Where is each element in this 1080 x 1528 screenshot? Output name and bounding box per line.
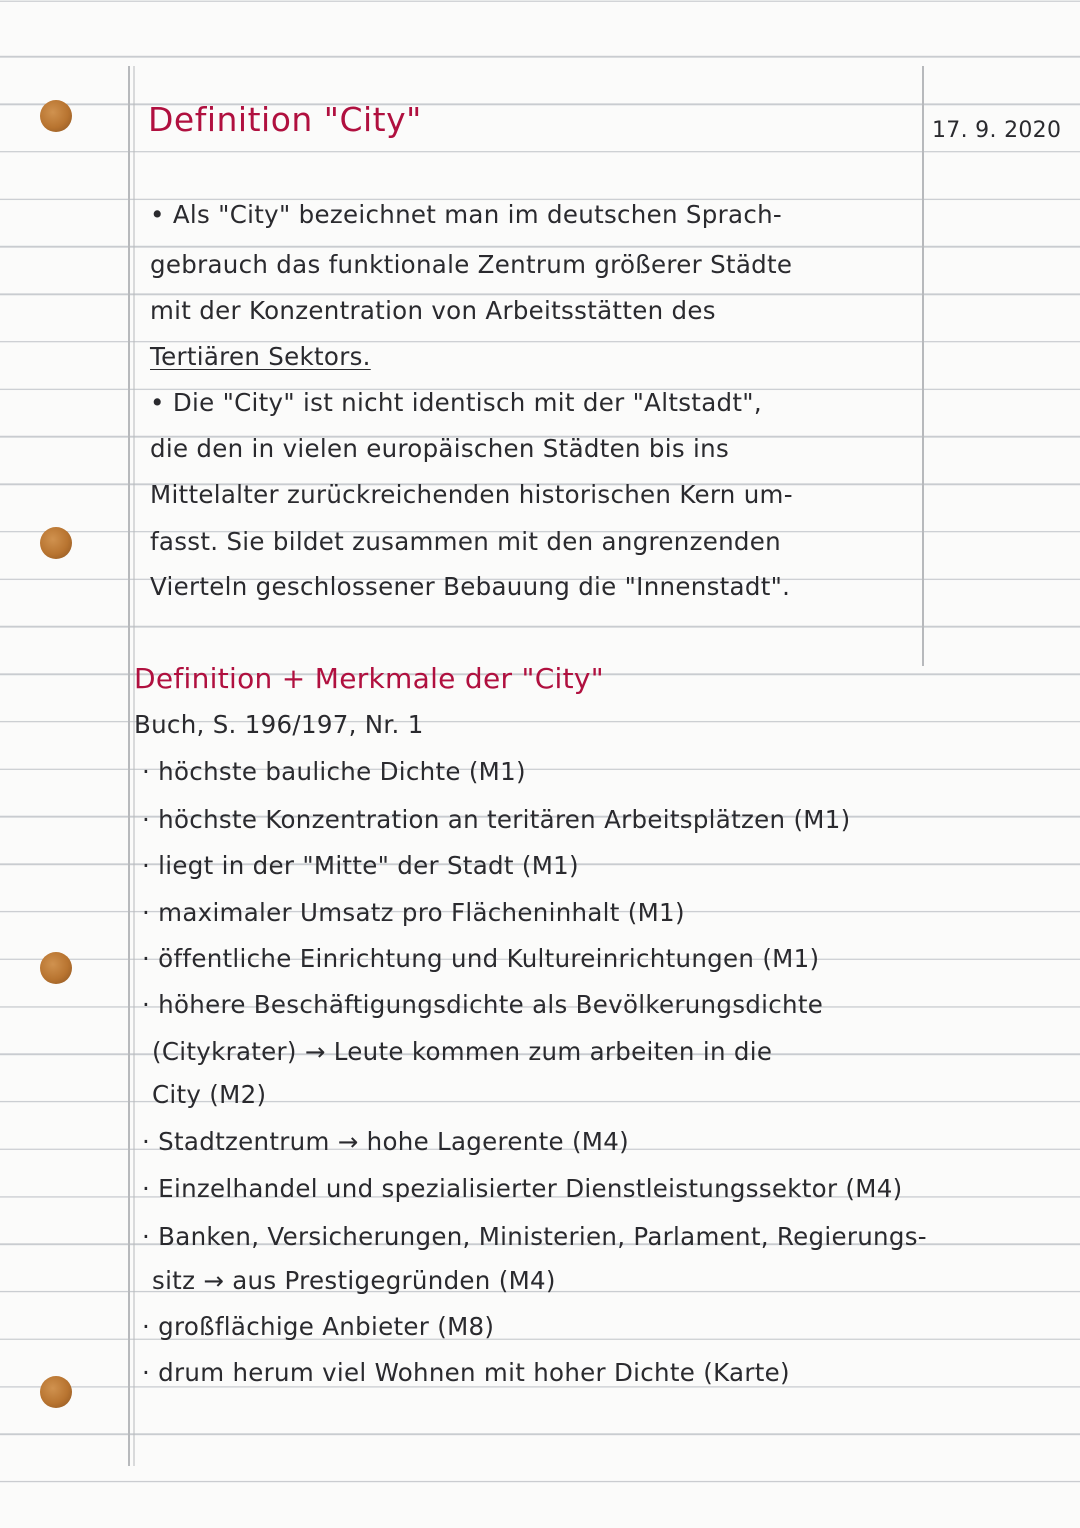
list-item: · Banken, Versicherungen, Ministerien, Parlament, Regierungs- (142, 1222, 927, 1251)
list-item: · höchste bauliche Dichte (M1) (142, 757, 526, 786)
section-heading: Definition + Merkmale der "City" (134, 662, 604, 695)
right-margin-line (922, 66, 924, 666)
page-title: Definition "City" (148, 100, 422, 139)
source-reference: Buch, S. 196/197, Nr. 1 (134, 710, 424, 739)
list-item: · höhere Beschäftigungsdichte als Bevölkerungsdichte (142, 990, 824, 1019)
text-line: Vierteln geschlossener Bebauung die "Innenstadt". (150, 572, 791, 601)
date-label: 17. 9. 2020 (932, 118, 1062, 143)
left-margin-line (128, 66, 130, 1466)
list-item: · maximaler Umsatz pro Flächeninhalt (M1) (142, 898, 685, 927)
list-item: City (M2) (152, 1080, 267, 1109)
list-item: sitz → aus Prestigegründen (M4) (152, 1266, 556, 1295)
text-line: fasst. Sie bildet zusammen mit den angrenzenden (150, 527, 781, 556)
text-line: • Als "City" bezeichnet man im deutschen Sprach- (150, 200, 783, 229)
text-line: • Die "City" ist nicht identisch mit der "Altstadt", (150, 388, 762, 417)
text-line: Mittelalter zurückreichenden historischen Kern um- (150, 480, 793, 509)
list-item: · Stadtzentrum → hohe Lagerente (M4) (142, 1127, 629, 1156)
left-margin-line-inner (133, 66, 135, 1466)
text-line: Tertiären Sektors. (150, 342, 371, 371)
punch-hole-icon (40, 527, 72, 559)
text-line: die den in vielen europäischen Städten bis ins (150, 434, 730, 463)
text-line: mit der Konzentration von Arbeitsstätten des (150, 296, 716, 325)
list-item: · Einzelhandel und spezialisierter Dienstleistungssektor (M4) (142, 1174, 903, 1203)
punch-hole-icon (40, 100, 72, 132)
list-item: (Citykrater) → Leute kommen zum arbeiten in die (152, 1037, 773, 1066)
text-line: gebrauch das funktionale Zentrum größerer Städte (150, 250, 793, 279)
punch-hole-icon (40, 1376, 72, 1408)
punch-hole-icon (40, 952, 72, 984)
list-item: · großflächige Anbieter (M8) (142, 1312, 495, 1341)
list-item: · höchste Konzentration an teritären Arbeitsplätzen (M1) (142, 805, 851, 834)
list-item: · drum herum viel Wohnen mit hoher Dichte (Karte) (142, 1358, 790, 1387)
list-item: · öffentliche Einrichtung und Kultureinrichtungen (M1) (142, 944, 820, 973)
list-item: · liegt in der "Mitte" der Stadt (M1) (142, 851, 579, 880)
